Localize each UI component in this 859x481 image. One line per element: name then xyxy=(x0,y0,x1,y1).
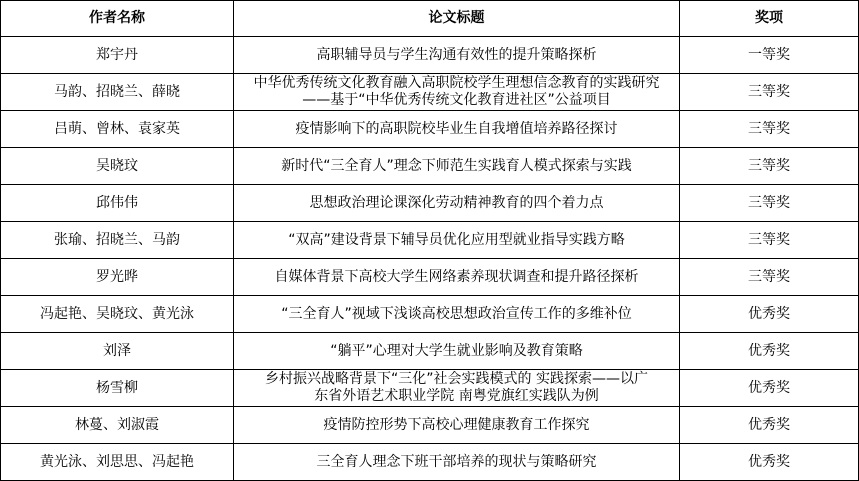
author-cell: 冯起艳、吴晓玟、黄光泳 xyxy=(1,296,234,333)
author-cell: 吴晓玟 xyxy=(1,148,234,185)
paper-title-line: 新时代“三全育人”理念下师范生实践育人模式探索与实践 xyxy=(281,157,632,174)
table-row xyxy=(1,333,859,370)
table-row xyxy=(1,222,859,259)
table-header xyxy=(1,1,859,37)
paper-title-line: 乡村振兴战略背景下“三化”社会实践模式的 实践探索——以广 xyxy=(265,371,648,387)
award-cell: 优秀奖 xyxy=(680,296,859,333)
paper-title-cell xyxy=(234,370,680,407)
paper-title-line: ——基于“中华优秀传统文化教育进社区”公益项目 xyxy=(302,92,611,108)
award-cell: 三等奖 xyxy=(680,148,859,185)
award-cell: 优秀奖 xyxy=(680,370,859,407)
header-title: 论文标题 xyxy=(234,1,680,37)
author-cell: 邱伟伟 xyxy=(1,185,234,222)
paper-title-cell xyxy=(234,185,680,222)
paper-title-cell xyxy=(234,296,680,333)
paper-title-line: 东省外语艺术职业学院 南粤党旗红实践队为例 xyxy=(314,388,599,404)
table-row xyxy=(1,37,859,74)
paper-title-line: 疫情影响下的高职院校毕业生自我增值培养路径探讨 xyxy=(295,120,618,137)
table-body xyxy=(1,37,859,481)
table-row xyxy=(1,259,859,296)
award-cell: 优秀奖 xyxy=(680,333,859,370)
paper-title-cell xyxy=(234,444,680,481)
table-row xyxy=(1,111,859,148)
paper-title-line: “躺平”心理对大学生就业影响及教育策略 xyxy=(330,342,583,359)
author-cell: 吕萌、曾林、袁家英 xyxy=(1,111,234,148)
paper-title-cell xyxy=(234,37,680,74)
award-cell: 优秀奖 xyxy=(680,407,859,444)
paper-title-cell xyxy=(234,111,680,148)
author-cell: 郑宇丹 xyxy=(1,37,234,74)
paper-title-line: “三全育人”视域下浅谈高校思想政治宣传工作的多维补位 xyxy=(281,305,632,322)
author-cell: 黄光泳、刘思思、冯起艳 xyxy=(1,444,234,481)
award-cell: 三等奖 xyxy=(680,74,859,111)
author-cell: 林蔓、刘淑霞 xyxy=(1,407,234,444)
author-cell: 张瑜、招晓兰、马韵 xyxy=(1,222,234,259)
paper-title-line: 三全育人理念下班干部培养的现状与策略研究 xyxy=(316,453,597,470)
header-award: 奖项 xyxy=(680,1,859,37)
header-row xyxy=(1,1,859,37)
table-row xyxy=(1,148,859,185)
paper-title-line: 高职辅导员与学生沟通有效性的提升策略探析 xyxy=(316,46,597,63)
paper-title-cell xyxy=(234,148,680,185)
table-row xyxy=(1,370,859,407)
award-cell: 三等奖 xyxy=(680,222,859,259)
author-cell: 马韵、招晓兰、薛晓 xyxy=(1,74,234,111)
paper-title-cell xyxy=(234,407,680,444)
paper-title-cell xyxy=(234,333,680,370)
paper-title-line: “双高”建设背景下辅导员优化应用型就业指导实践方略 xyxy=(288,231,625,248)
paper-title-line: 自媒体背景下高校大学生网络素养现状调查和提升路径探析 xyxy=(274,268,639,285)
table-row xyxy=(1,296,859,333)
award-cell: 优秀奖 xyxy=(680,444,859,481)
author-cell: 罗光晔 xyxy=(1,259,234,296)
author-cell: 杨雪柳 xyxy=(1,370,234,407)
award-cell: 三等奖 xyxy=(680,185,859,222)
paper-title-line: 疫情防控形势下高校心理健康教育工作探究 xyxy=(323,416,590,433)
table-row xyxy=(1,74,859,111)
table-row xyxy=(1,407,859,444)
paper-title-cell xyxy=(234,222,680,259)
award-cell: 一等奖 xyxy=(680,37,859,74)
table-row xyxy=(1,444,859,481)
table-row xyxy=(1,185,859,222)
paper-title-line: 中华优秀传统文化教育融入高职院校学生理想信念教育的实践研究 xyxy=(253,75,660,91)
paper-title-cell xyxy=(234,259,680,296)
header-author: 作者名称 xyxy=(1,1,234,37)
award-cell: 三等奖 xyxy=(680,111,859,148)
paper-title-line: 思想政治理论课深化劳动精神教育的四个着力点 xyxy=(309,194,604,211)
author-cell: 刘泽 xyxy=(1,333,234,370)
paper-title-cell xyxy=(234,74,680,111)
award-cell: 三等奖 xyxy=(680,259,859,296)
